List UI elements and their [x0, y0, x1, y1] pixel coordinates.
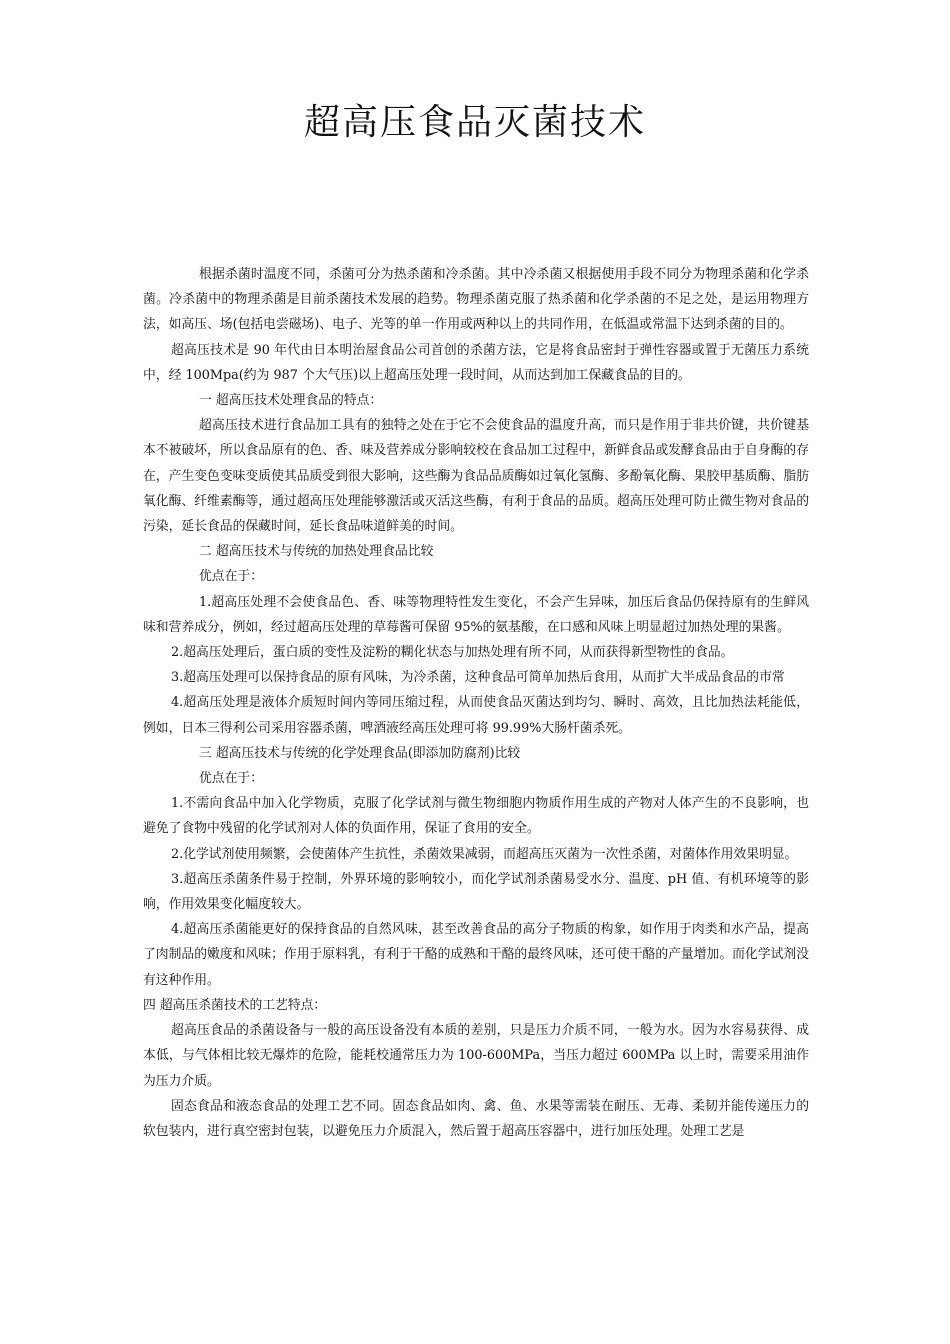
paragraph-intro: 根据杀菌时温度不同，杀菌可分为热杀菌和冷杀菌。其中冷杀菌又根据使用手段不同分为物理杀菌和化学杀菌。冷杀菌中的物理杀菌是目前杀菌技术发展的趋势。物理杀菌克服了热杀菌和化学杀菌的不足之处，是运用物理方法，如高压、场(包括电尝磁场)、电子、光等的单一作用或两种以上的共同作用，在低温或常温下达到杀菌的目的。: [143, 267, 809, 333]
list-item: 2.化学试剂使用频繁，会使菌体产生抗性，杀菌效果减弱，而超高压灭菌为一次性杀菌，对菌体作用效果明显。: [171, 846, 798, 862]
paragraph: 超高压技术进行食品加工具有的独特之处在于它不会使食品的温度升高，而只是作用于非共价键，共价键基本不被破坏，所以食品原有的色、香、味及营养成分影响较校在食品加工过程中，新鲜食品或发酵食品由于自身酶的存在，产生变色变味变质使其品质受到很大影响，这些酶为食品品质酶如过氧化氢酶、多酚氧化酶、果胶甲基质酶、脂肪氧化酶、纤维素酶等，通过超高压处理能够激活或灭活这些酶，有利于食品的品质。超高压处理可防止微生物对食品的污染，延长食品的保藏时间，延长食品味道鲜美的时间。: [143, 418, 809, 535]
list-item: 3.超高压处理可以保持食品的原有风味，为冷杀菌，这种食品可简单加热后食用，从而扩大半成品食品的市常: [171, 670, 785, 686]
paragraph-history: 超高压技术是 90 年代由日本明治屋食品公司首创的杀菌方法，它是将食品密封于弹性容器或置于无菌压力系统中，经 100Mpa(约为 987 个大气压)以上超高压处理一段时间，从而达到加工保藏食品的目的。: [143, 342, 809, 383]
paragraph: 超高压食品的杀菌设备与一般的高压设备没有本质的差别，只是压力介质不同，一般为水。因为水容易获得、成本低，与气体相比较无爆炸的危险，能耗校通常压力为 100-600MPa，当压力超过 600MPa 以上时，需要采用油作为压力介质。: [143, 1023, 809, 1089]
advantages-label: 优点在于：: [199, 771, 263, 787]
section-heading-1: 一 超高压技术处理食品的特点：: [199, 393, 383, 409]
list-item: 4.超高压处理是液体介质短时间内等同压缩过程，从而使食品灭菌达到均匀、瞬时、高效，且比加热法耗能低，例如，日本三得利公司采用容器杀菌，啤酒液经高压处理可将 99.99%大肠杆菌杀死。: [143, 695, 809, 736]
advantages-label: 优点在于：: [199, 569, 263, 585]
list-item: 3.超高压杀菌条件易于控制，外界环境的影响较小，而化学试剂杀菌易受水分、温度、pH 值、有机环境等的影响，作用效果变化幅度较大。: [143, 871, 809, 913]
section-heading-2: 二 超高压技术与传统的加热处理食品比较: [199, 544, 434, 560]
document-title: 超高压食品灭菌技术: [303, 102, 646, 143]
section-heading-3: 三 超高压技术与传统的化学处理食品(即添加防腐剂)比较: [199, 745, 521, 761]
list-item: 1.不需向食品中加入化学物质，克服了化学试剂与微生物细胞内物质作用生成的产物对人体产生的不良影响，也避免了食物中残留的化学试剂对人体的负面作用，保证了食用的安全。: [143, 796, 809, 837]
paragraph: 固态食品和液态食品的处理工艺不同。固态食品如肉、禽、鱼、水果等需装在耐压、无毒、柔韧并能传递压力的软包装内，进行真空密封包装，以避免压力介质混入，然后置于超高压容器中，进行加压处理。处理工艺是: [143, 1098, 809, 1139]
list-item: 4.超高压杀菌能更好的保持食品的自然风味，甚至改善食品的高分子物质的构象，如作用于肉类和水产品，提高了肉制品的嫩度和风味；作用于原料乳，有利于干酪的成熟和干酪的最终风味，还可使干酪的产量增加。而化学试剂没有这种作用。: [143, 922, 809, 988]
list-item: 1.超高压处理不会使食品色、香、味等物理特性发生变化，不会产生异味，加压后食品仍保持原有的生鲜风味和营养成分，例如，经过超高压处理的草莓酱可保留 95%的氨基酸，在口感和风味上明显超过加热处理的果酱。: [143, 594, 809, 635]
document-body: [143, 262, 809, 1144]
list-item: 2.超高压处理后，蛋白质的变性及淀粉的糊化状态与加热处理有所不同，从而获得新型物性的食品。: [171, 645, 734, 661]
section-heading-4: 四 超高压杀菌技术的工艺特点：: [143, 997, 327, 1013]
